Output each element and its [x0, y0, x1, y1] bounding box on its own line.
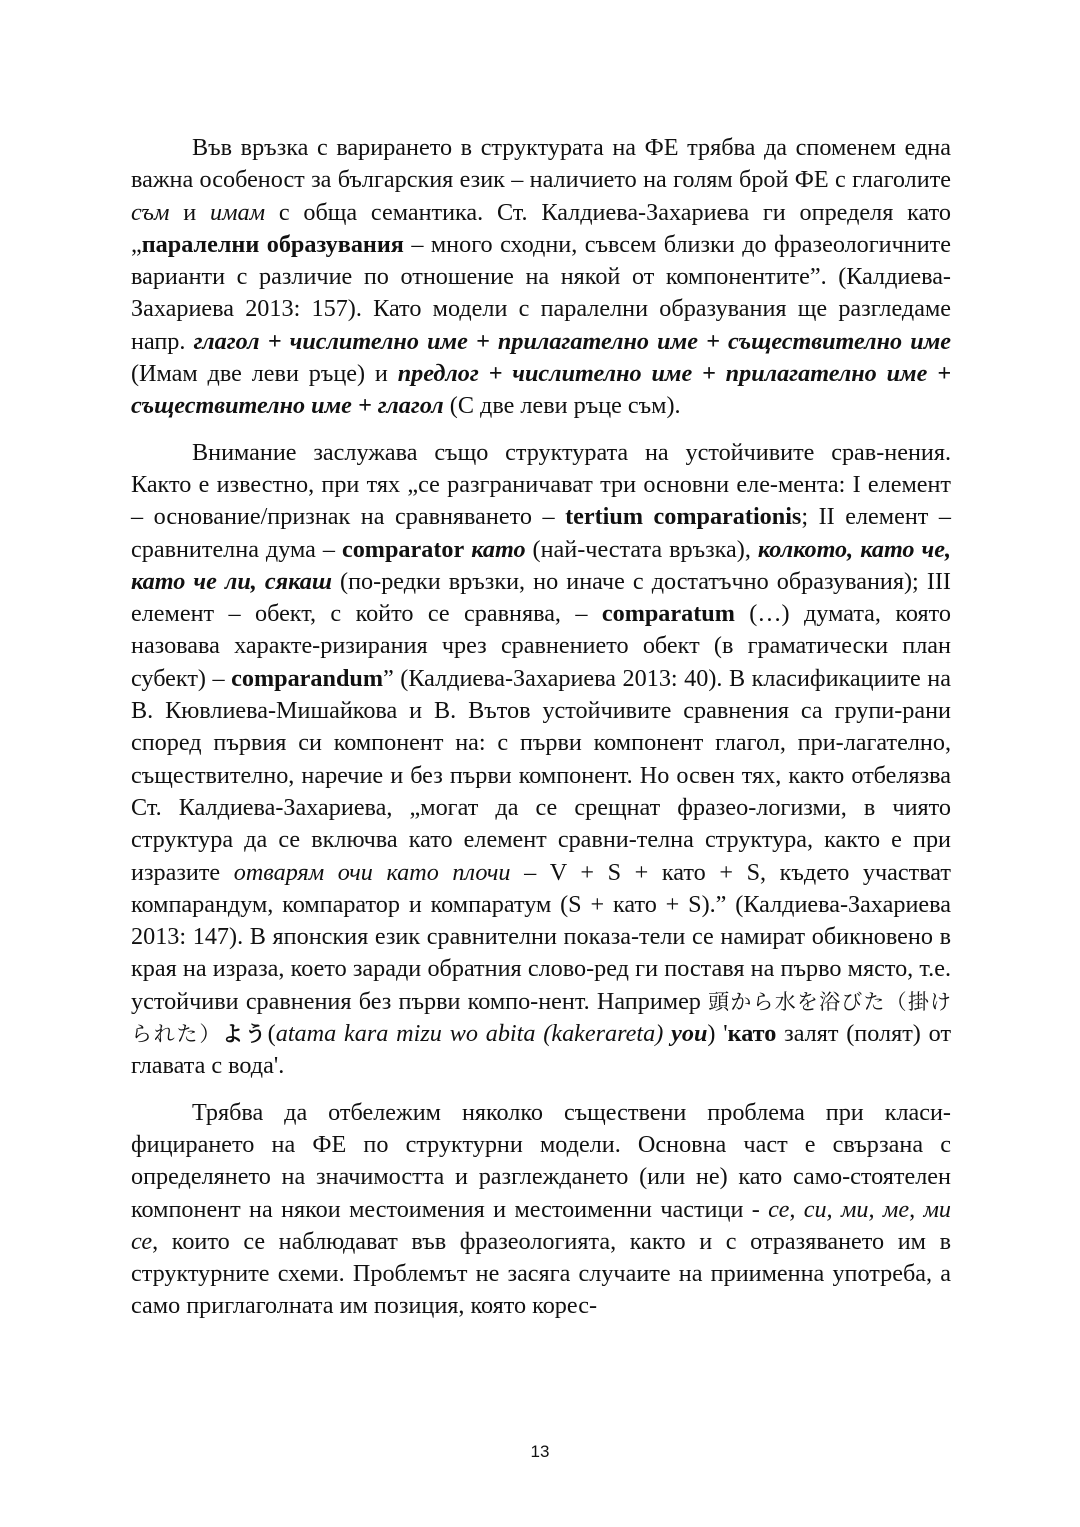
- text: Внимание заслужава също структурата на устойчивите срав-нения. Както е известно, при тях „се разграничават три основни еле-мента: I елемент – основание/признак на сравняването –: [131, 438, 951, 531]
- text: ” (Калдиева-Захариева 2013: 40). В класификациите на В. Кювлиева-Мишайкова и В. Вътов устойчивите сравнения са групи-рани според първия си компонент на: с първи компонент глагол, при-лагателно, съществително, наречие и без първи компонент. Но освен тях, както отбелязва Ст. Калдиева-Захариева, „могат да се срещнат фразео-логизми, в чиято структура да се включва като елемент сравни-телна структура, както е при изразите: [131, 664, 951, 886]
- text: Във връзка с варирането в структурата на ФЕ трябва да споменем една важна особеност за българския език – наличието на голям брой ФЕ с глаголите: [131, 134, 951, 194]
- text: ) ': [707, 1020, 728, 1048]
- italic-term: имам: [209, 198, 266, 226]
- text: – много сходни, съвсем близки до фразеологичните варианти с различие по отношение на някой от компонентите”. (Калдиева-Захариева 2013: 157). Като модели с паралелни образувания ще разгледаме напр.: [131, 230, 951, 355]
- japanese-example-bold: よう: [222, 1022, 268, 1047]
- bold-italic-term: колкото, като че, като че ли, сякаш: [131, 535, 952, 595]
- bold-term: comparatum: [601, 600, 735, 628]
- document-page: [131, 132, 951, 1323]
- page-number: 13: [530, 1442, 550, 1461]
- italic-pronouns: се, си, ми, ме, ми се: [131, 1195, 951, 1255]
- text: , които се наблюдават във фразеологията, както и с отразяването им в структурните схеми. Проблемът не засяга случаите на приименна употреба, а само приглаголната им позиция, която корес-: [131, 1227, 951, 1320]
- paragraph-parallel-formations: [131, 132, 951, 423]
- text: – V + S + като + S, където участват компарандум, компаратор и компаратум (S + като + S).” (Калдиева-Захариева 2013: 147). В японския език сравнителни показа-тели се намират обикновено в края на израза, което заради обратния слово-ред ги поставя на първо място, т.е. устойчиви сравнения без първи компо-нент. Например: [131, 858, 951, 1015]
- structure-model: предлог + числително име + прилагателно име + съществително име + глагол: [131, 360, 951, 420]
- italic-term: съм: [131, 198, 170, 226]
- text: залят (полят) от главата с вода'.: [131, 1020, 952, 1080]
- structure-model: глагол + числително име + прилагателно име + съществително име: [193, 327, 952, 355]
- text: ; II елемент – сравнителна дума –: [131, 503, 951, 563]
- bold-term: tertium comparationis: [565, 503, 802, 531]
- text: Трябва да отбележим няколко съществени проблема при класи-фицирането на ФЕ по структурни модели. Основна част е свързана с определянето на значимостта и разглеждането (или не) като само-стоятелен компонент на някои местоимения и местоименни частици -: [131, 1098, 951, 1223]
- text: (С две леви ръце съм).: [443, 392, 681, 420]
- text: [663, 1020, 671, 1047]
- text: с обща семантика. Ст. Калдиева-Захариева ги определя като „: [131, 198, 951, 258]
- text: (: [267, 1020, 276, 1048]
- text: (най-честата връзка),: [525, 535, 758, 563]
- bold-italic-term: като: [471, 535, 526, 563]
- romanization-bold: you: [671, 1020, 708, 1048]
- text: (…) думата, която назовава характе-ризирания чрез сравнението обект (в граматически план субект) –: [131, 600, 951, 692]
- bold-term: comparator: [341, 535, 465, 563]
- text: и: [169, 198, 210, 226]
- bold-term: comparandum: [231, 664, 383, 692]
- paragraph-classification-problems: [131, 1097, 951, 1323]
- romanization: atama kara mizu wo abita (kakerareta): [275, 1020, 664, 1048]
- text: (Имам две леви ръце) и: [131, 360, 398, 388]
- bold-term: като: [727, 1020, 777, 1048]
- bold-term: паралелни образувания: [141, 230, 404, 258]
- italic-example: отварям очи като плочи: [233, 858, 511, 886]
- text: (по-редки връзки, но иначе с достатъчно образувания); III елемент – обект, с който се сравнява, –: [131, 567, 951, 628]
- japanese-example: 頭から水を浴びた（掛けられた）: [131, 989, 952, 1047]
- paragraph-comparisons: [131, 437, 951, 1083]
